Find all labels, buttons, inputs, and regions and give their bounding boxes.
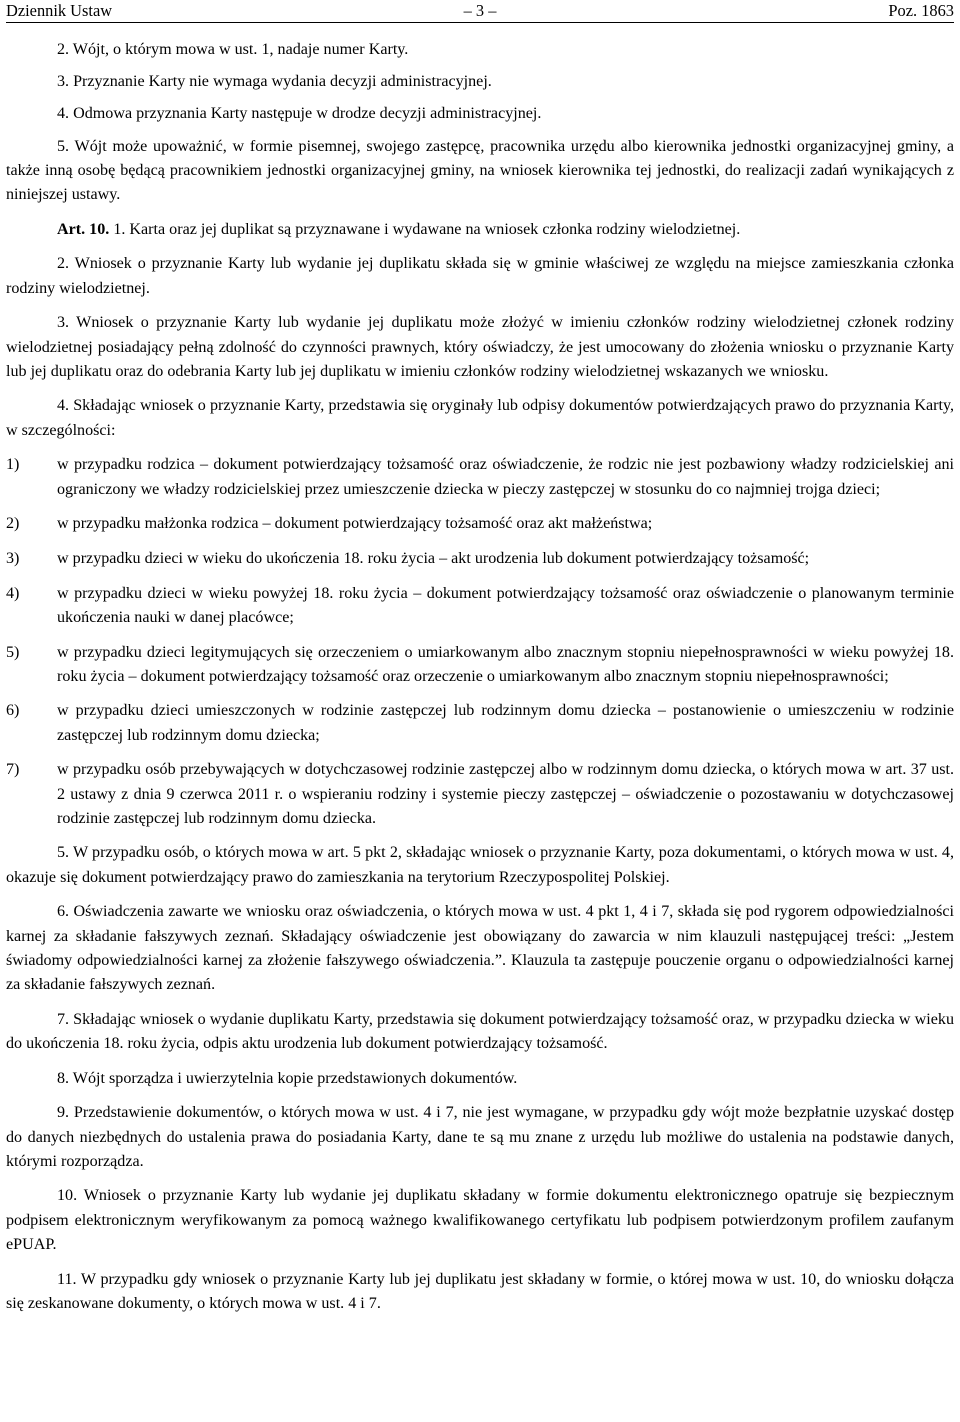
journal-title: Dziennik Ustaw [6,1,113,20]
list-item-text: w przypadku dzieci legitymujących się orzeczeniem o umiarkowanym albo znacznym stopniu niepełnosprawności w wieku powyżej 18. roku życia – dokument potwierdzający tożsamość oraz orzeczenie o umiarkowanym albo znacznym stopniu niepełnosprawności; [57,643,954,685]
list-item-text: w przypadku dzieci w wieku powyżej 18. roku życia – dokument potwierdzający tożsamość oraz oświadczenie o planowanym terminie ukończenia nauki w danej placówce; [57,584,954,626]
list-item [6,699,954,747]
list-item-text: w przypadku małżonka rodzica – dokument potwierdzający tożsamość oraz akt małżeństwa; [57,515,653,533]
header-divider [6,22,954,23]
paragraph-art10-ust4: 4. Składając wniosek o przyznanie Karty, przedstawia się oryginały lub odpisy dokumentów potwierdzających prawo do przyznania Karty, w szczególności: [6,397,954,439]
paragraph-art10-ust1 [6,218,954,242]
list-item [6,453,954,501]
paragraph-art9-ust3: 3. Przyznanie Karty nie wymaga wydania decyzji administracyjnej. [57,73,492,91]
list-item [6,582,954,630]
art10-ust1-text: 1. Karta oraz jej duplikat są przyznawane i wydawane na wniosek członka rodziny wielodzietnej. [113,220,741,238]
paragraph-art10-ust5: 5. W przypadku osób, o których mowa w art. 5 pkt 2, składając wniosek o przyznanie Karty, poza dokumentami, o których mowa w ust. 4, okazuje się dokument potwierdzający prawo do zamieszkania na terytorium Rzeczypospolitej Polskiej. [6,844,954,886]
paragraph-art10-ust10: 10. Wniosek o przyznanie Karty lub wydanie jej duplikatu składany w formie dokumentu elektronicznego opatruje się bezpiecznym podpisem elektronicznym weryfikowanym za pomocą ważnego kwalifikowanego certyfikatu lub podpisem potwierdzonym profilem zaufanym ePUAP. [6,1187,954,1253]
paragraph-art10-ust7: 7. Składając wniosek o wydanie duplikatu Karty, przedstawia się dokument potwierdzający tożsamość oraz, w przypadku dziecka w wieku do ukończenia 18. roku życia, odpis aktu urodzenia lub dokument potwierdzający tożsamość. [6,1010,954,1052]
list-item-number: 3) [6,549,20,567]
article-label: Art. 10. [57,220,110,238]
document-body [6,38,954,1326]
page-header [6,0,954,24]
list-item-number: 2) [6,515,20,533]
list-item-number: 4) [6,584,20,602]
list-item [6,758,954,831]
paragraph-art9-ust5: 5. Wójt może upoważnić, w formie pisemnej, swojego zastępcę, pracownika urzędu albo kierownika jednostki organizacyjnej gminy, a także inną osobę będącą pracownikiem jednostki organizacyjnej gminy, na wniosek kierownika tej jednostki, do realizacji zadań wynikających z niniejszej ustawy. [6,137,954,204]
paragraph-art10-ust3: 3. Wniosek o przyznanie Karty lub wydanie jej duplikatu może złożyć w imieniu członków rodziny wielodzietnej członek rodziny wielodzietnej posiadający pełną zdolność do czynności prawnych, który oświadczy, że jest umocowany do złożenia wniosku o przyznanie Karty lub jej duplikatu oraz do odebrania Karty lub jej duplikatu w imieniu członków rodziny wielodzietnej wskazanych we wniosku. [6,314,954,380]
list-item-text: w przypadku rodzica – dokument potwierdzający tożsamość oraz oświadczenie, że rodzic nie jest pozbawiony władzy rodzicielskiej ani ograniczony we władzy rodzicielskiej przez umieszczenie dziecka w pieczy zastępczej w stosunku do co najmniej trojga dzieci; [57,456,954,498]
list-item-number: 6) [6,702,20,720]
list-item-number: 1) [6,456,20,474]
list-item [6,641,954,689]
paragraph-art9-ust2: 2. Wójt, o którym mowa w ust. 1, nadaje numer Karty. [57,41,409,58]
paragraph-art10-ust8: 8. Wójt sporządza i uwierzytelnia kopie przedstawionych dokumentów. [57,1069,518,1087]
list-item-text: w przypadku dzieci w wieku do ukończenia 18. roku życia – akt urodzenia lub dokument potwierdzający tożsamość; [57,549,810,567]
list-item-number: 5) [6,643,20,661]
paragraph-art9-ust4: 4. Odmowa przyznania Karty następuje w drodze decyzji administracyjnej. [57,105,542,123]
page-number: – 3 – [463,1,497,20]
paragraph-art10-ust2: 2. Wniosek o przyznanie Karty lub wydanie jej duplikatu składa się w gminie właściwej ze względu na miejsce zamieszkania członka rodziny wielodzietnej. [6,255,954,297]
list-item-text: w przypadku osób przebywających w dotychczasowej rodzinie zastępczej albo w rodzinnym domu dziecka, o których mowa w art. 37 ust. 2 ustawy z dnia 9 czerwca 2011 r. o wspieraniu rodziny i systemie pieczy zastępczej – oświadczenie o pozostawaniu w dotychczasowej rodzinie zastępczej lub rodzinnym domu dziecka. [57,761,954,827]
paragraph-art10-ust6: 6. Oświadczenia zawarte we wniosku oraz oświadczenia, o których mowa w ust. 4 pkt 1, 4 i 7, składa się pod rygorem odpowiedzialności karnej za składanie fałszywych zeznań. Składający oświadczenie jest obowiązany do zawarcia w nim klauzuli następującej treści: „Jestem świadomy odpowiedzialności karnej za złożenie fałszywego oświadczenia.”. Klauzula ta zastępuje pouczenie organu o odpowiedzialności karnej za składanie fałszywych zeznań. [6,903,954,993]
paragraph-art10-ust9: 9. Przedstawienie dokumentów, o których mowa w ust. 4 i 7, nie jest wymagane, w przypadku gdy wójt może bezpłatnie uzyskać dostęp do danych niezbędnych do ustalenia prawa do posiadania Karty, dane te są mu znane z urzędu lub możliwe do ustalenia na podstawie danych, którymi rozporządza. [6,1104,954,1170]
position-number: Poz. 1863 [888,1,954,20]
list-item [6,512,954,536]
list-item-text: w przypadku dzieci umieszczonych w rodzinie zastępczej lub rodzinnym domu dziecka – postanowienie o umieszczeniu w rodzinie zastępczej lub rodzinnym domu dziecka; [57,702,954,744]
paragraph-art10-ust11: 11. W przypadku gdy wniosek o przyznanie Karty lub jej duplikatu jest składany w formie, o której mowa w ust. 10, do wniosku dołącza się zeskanowane dokumenty, o których mowa w ust. 4 i 7. [6,1270,954,1312]
list-item-number: 7) [6,761,20,779]
list-item [6,547,954,571]
